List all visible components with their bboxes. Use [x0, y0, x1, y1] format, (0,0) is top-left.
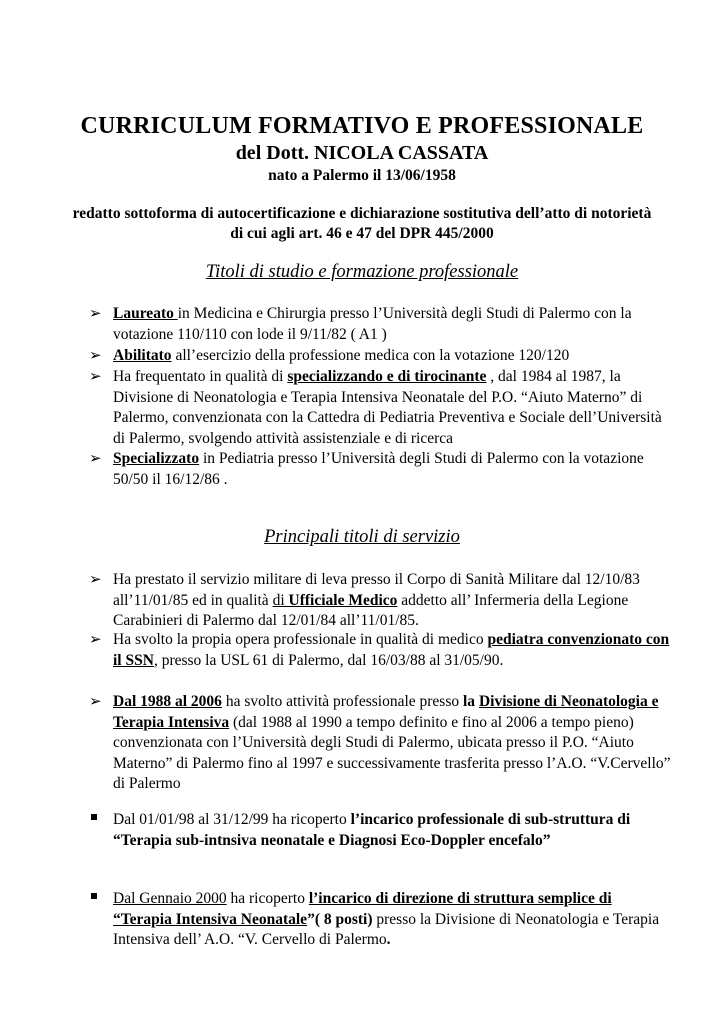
- text-run: presso la Divisione di Neonatologia e Terapia Intensiva dell’ A.O. “V. Cervello di Palermo: [113, 910, 660, 948]
- list-item: [113, 889, 673, 951]
- list-item: [89, 449, 673, 490]
- text-run: Divisione di Neonatologia e Terapia Intensiva: [113, 693, 659, 731]
- text-run: in Medicina e Chirurgia presso l’Università degli Studi di Palermo con la votazione 110/110 con lode il 9/11/82 ( A1 ): [113, 305, 632, 343]
- text-run: in Pediatria presso l’Università degli Studi di Palermo con la votazione 50/50 il 16/12/86 .: [113, 450, 644, 488]
- section-heading-service: Principali titoli di servizio: [264, 527, 460, 547]
- text-run: , presso la USL 61 di Palermo, dal 16/03/88 al 31/05/90.: [153, 651, 504, 669]
- list-item: [89, 570, 673, 632]
- text-run: Ha svolto la propia opera professionale in qualità di medico: [113, 631, 488, 648]
- text-run: Dal 1988 al 2006: [113, 693, 222, 710]
- birth-info: nato a Palermo il 13/06/1958: [268, 167, 456, 184]
- text-run: Ha prestato il servizio militare di leva presso il Corpo di Sanità Militare dal 12/10/83 all’11/01/85 ed in qualità: [113, 571, 640, 609]
- square-bullet-icon: [91, 814, 97, 820]
- text-run: ”( 8 posti): [307, 910, 373, 928]
- text-run: Ha frequentato in qualità di: [113, 368, 288, 385]
- text-run: pediatra convenzionato con il SSN: [113, 631, 670, 669]
- doctor-name: del Dott. NICOLA CASSATA: [235, 142, 489, 164]
- arrow-bullet-icon: ➢: [89, 348, 102, 364]
- arrow-bullet-icon: ➢: [89, 694, 102, 710]
- text-run: .: [386, 931, 391, 948]
- document-title: CURRICULUM FORMATIVO E PROFESSIONALE: [80, 113, 644, 139]
- square-bullet-icon: [91, 893, 97, 899]
- text-run: addetto all’ Infermeria della Legione Carabinieri di Palermo dal 12/01/84 all’11/01/85.: [113, 591, 629, 629]
- text-run: Abilitato: [113, 347, 172, 364]
- text-run: Specializzato: [113, 450, 200, 467]
- document-subtitle: redatto sottoforma di autocertificazione e dichiarazione sostitutiva dell’atto di notorietà di cui agli art. 46 e 47 del DPR 445/2000: [72, 205, 652, 242]
- text-run: l’incarico di direzione di struttura semplice di “Terapia: [113, 890, 612, 928]
- list-item: [89, 367, 673, 449]
- text-run: ha ricoperto: [226, 890, 309, 907]
- text-run: l’incarico professionale di sub-struttura di “Terapia sub-intnsiva neonatale e Diagnosi Eco-Doppler encefalo”: [113, 811, 631, 849]
- list-item: [89, 346, 673, 367]
- text-run: Intensiva Neonatale: [175, 910, 308, 928]
- list-item: [89, 630, 673, 671]
- text-run: la: [463, 693, 479, 710]
- text-run: , dal 1984 al 1987, la Divisione di Neonatologia e Terapia Intensiva Neonatale del P.O. “Aiuto Materno” di Palermo, convenzionata con la Cattedra di Pediatria Preventiva e Sociale dell’Università di Palermo, svolgendo attività assistenziale e di ricerca: [113, 368, 662, 447]
- arrow-bullet-icon: ➢: [89, 632, 102, 648]
- arrow-bullet-icon: ➢: [89, 572, 102, 588]
- text-run: specializzando e di tirocinante: [287, 368, 487, 385]
- text-run: Ufficiale Medico: [288, 591, 398, 609]
- text-run: Dal Gennaio 2000: [113, 890, 227, 907]
- text-run: ha svolto attività professionale presso: [221, 693, 463, 710]
- text-run: (dal 1988 al 1990 a tempo definito e fino al 2006 a tempo pieno) convenzionata con l’Università degli Studi di Palermo, ubicata presso il P.O. “Aiuto Materno” di Palermo fino al 1997 e successivamente trasferita presso l’A.O. “V.Cervello” di Palermo: [113, 713, 671, 792]
- text-run: all’esercizio della professione medica con la votazione 120/120: [171, 347, 570, 364]
- list-item: [89, 304, 673, 345]
- text-run: di: [272, 591, 289, 609]
- arrow-bullet-icon: ➢: [89, 451, 102, 467]
- text-run: Laureato: [113, 305, 178, 322]
- section-heading-education: Titoli di studio e formazione professionale: [205, 262, 519, 282]
- list-item: [89, 692, 673, 795]
- arrow-bullet-icon: ➢: [89, 369, 102, 385]
- list-item: [113, 810, 673, 851]
- text-run: Dal 01/01/98 al 31/12/99 ha ricoperto: [113, 811, 351, 828]
- arrow-bullet-icon: ➢: [89, 306, 102, 322]
